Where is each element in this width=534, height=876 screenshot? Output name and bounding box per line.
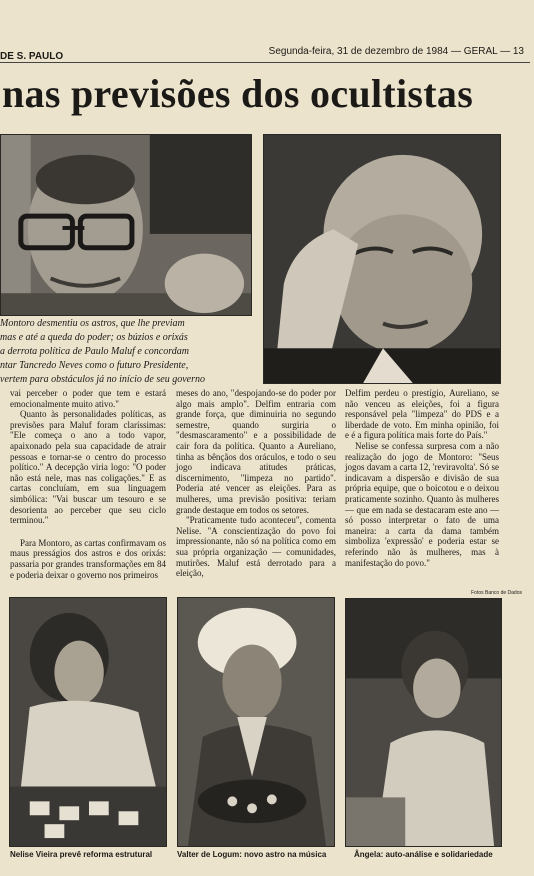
headline: nas previsões dos ocultistas [2, 71, 474, 116]
paragraph: Nelise se confessa surpresa com a não realização do jogo de Montoro: "Seus jogos davam a carta 12, 'reviravolta'. Só se indicavam a dispersão e divisão de sua própria equipe, que o boicotou e o deixou praticamente sozinho. Quanto às mulheres — que em nada se destacaram este ano — só posso interpretar o fato de uma maneira: a carta da dama também simboliza 'expressão' e poderia estar se referindo não às mulheres, mas à manifestação do povo." [345, 440, 499, 568]
photo-woman-reading-cards [9, 597, 167, 847]
photo-credit: Fotos Banco de Dados [471, 590, 522, 596]
photo-man-in-turban [177, 597, 335, 847]
article-column-2 [176, 388, 336, 579]
caption-line: mas e até a queda do poder; os búzios e orixás [0, 332, 188, 343]
caption-nelise: Nelise Vieira prevê reforma estrutural [10, 850, 153, 859]
photo-woman-smiling [345, 598, 502, 847]
caption-line: vertem para obstáculos já no início de seu governo [0, 374, 205, 385]
paragraph: "Praticamente tudo aconteceu", comenta Nelise. "A conscientização do povo foi impressionante, não só na política como em sua própria organização — comunidades, mutirões. Maluf está derrotado para a eleição, [176, 515, 336, 579]
photo-man-with-glasses [0, 134, 252, 316]
caption-line: Montoro desmentiu os astros, que lhe previam [0, 318, 185, 329]
caption-valter: Valter de Logum: novo astro na música [177, 850, 327, 859]
caption-line: a derrota política de Paulo Maluf e concordam [0, 346, 189, 357]
paragraph: Para Montoro, as cartas confirmavam os maus presságios dos astros e dos orixás: passaria por grandes transformações em 84 e poderia deixar o governo nos primeiros [10, 537, 166, 580]
paragraph: Quanto às personalidades políticas, as previsões para Maluf foram claríssimas: "Ele começa o ano a todo vapor, apaixonado pela sua capacidade de atrair pessoas e tornar-se o centro do processo político." A decepção viria logo: "O poder não está nele, mas nas coligações." E as cartas concluíam, em sua linguagem simbólica: "Vai buscar um tesouro e se desorienta ao perceber que seu ciclo terminou." [10, 409, 166, 526]
paragraph: meses do ano, "despojando-se do poder por algo mais amplo". Delfim entraria com grande força, que diminuiria no segundo semestre, quando surgiria o "desmascaramento" e a possibilidade de cair fora da política. Quanto a Aureliano, tinha as bênçãos dos oráculos, e todo o seu jogo indicava atitudes práticas, discernimento, "limpeza no partido". Poderia até vencer as eleições. Para as mulheres, uma previsão positiva: teriam grande destaque em todos os setores. [176, 388, 336, 515]
caption-line: ntar Tancredo Neves como o futuro Presidente, [0, 360, 189, 371]
date-section-line: Segunda-feira, 31 de dezembro de 1984 — GERAL — 13 [268, 46, 524, 57]
article-column-3 [345, 388, 499, 568]
top-photo-caption [0, 317, 262, 387]
masthead-rule [0, 62, 530, 63]
article-column-1 [10, 388, 166, 580]
caption-angela: Ângela: auto-análise e solidariedade [354, 850, 493, 859]
paragraph: vai perceber o poder que tem e estará emocionalmente muito ativo." [10, 388, 166, 409]
paragraph: Delfim perdeu o prestígio, Aureliano, se não venceu as eleições, foi a figura responsável pela "limpeza" do PDS e a liberdade de voto. Em minha opinião, foi e é a figura política mais forte do País." [345, 388, 499, 441]
newspaper-name: DE S. PAULO [0, 51, 64, 62]
photo-man-hand-on-head [263, 134, 501, 384]
